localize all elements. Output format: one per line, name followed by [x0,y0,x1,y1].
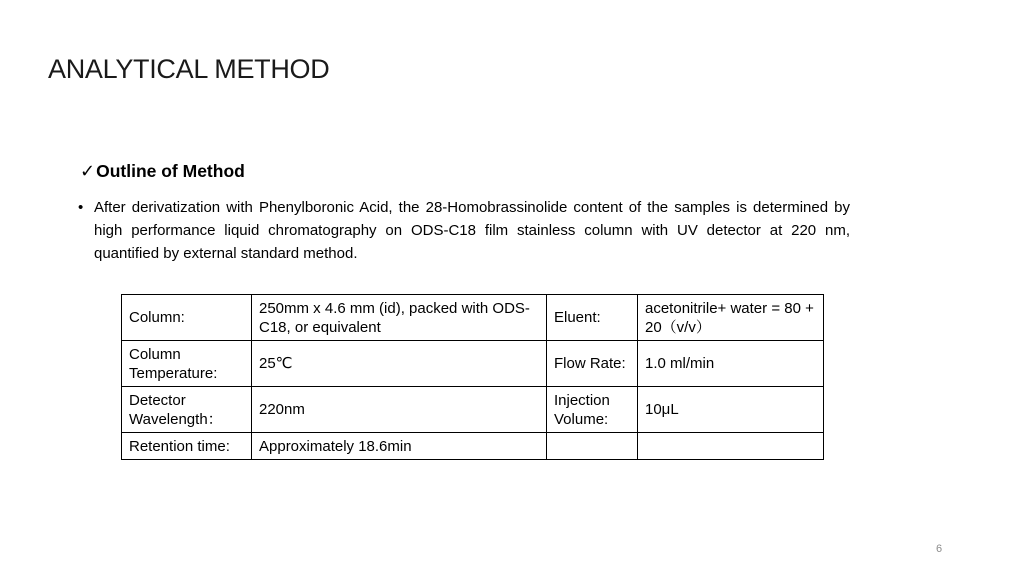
table-row [122,387,824,433]
table-row [122,341,824,387]
param-value: 10μL [638,387,824,433]
table-row [122,433,824,460]
check-mark-icon: ✓ [80,160,96,182]
method-parameters-table [121,294,824,460]
outline-heading [80,161,245,182]
table-row [122,295,824,341]
outline-heading-text: Outline of Method [96,161,245,181]
param-label: Detector Wavelength： [122,387,252,433]
slide-title: ANALYTICAL METHOD [48,54,330,84]
param-label: Flow Rate: [547,341,638,387]
param-label [547,433,638,460]
param-value: Approximately 18.6min [252,433,547,460]
param-value: 220nm [252,387,547,433]
param-label: Column Temperature: [122,341,252,387]
param-label: Retention time: [122,433,252,460]
bullet-dot-icon: • [78,199,84,216]
method-description-text: After derivatization with Phenylboronic Acid, the 28-Homobrassinolide content of the samples is determined by high performance liquid chromatography on ODS-C18 film stainless column with UV detector at 220 nm, quantified by external standard method. [94,199,850,262]
method-description [78,196,850,265]
param-label: Column: [122,295,252,341]
page-number: 6 [936,543,943,555]
param-label: Injection Volume: [547,387,638,433]
param-value: acetonitrile+ water = 80 + 20（v/v） [638,295,824,341]
param-value: 1.0 ml/min [638,341,824,387]
param-value: 250mm x 4.6 mm (id), packed with ODS-C18, or equivalent [252,295,547,341]
param-value [638,433,824,460]
param-label: Eluent: [547,295,638,341]
param-value: 25℃ [252,341,547,387]
